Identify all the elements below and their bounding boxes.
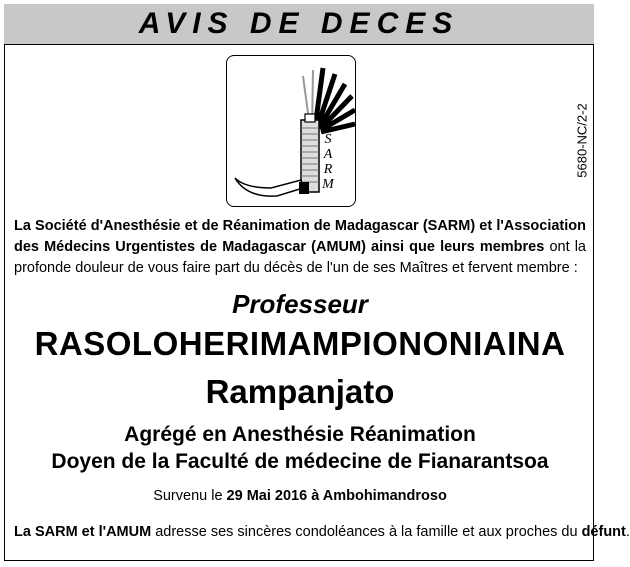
notice-title: AVIS DE DECES — [138, 7, 460, 40]
closing-senders: La SARM et l'AMUM — [14, 524, 152, 540]
logo-letters — [318, 132, 338, 192]
intro-text: ont la profonde douleur de vous faire part du décès de l'un de ses Maîtres et fervent membre : — [14, 239, 586, 276]
death-date-place: 29 Mai 2016 à Ambohimandroso — [226, 488, 447, 504]
closing-text: adresse ses sincères condoléances à la famille et aux proches du — [151, 524, 582, 540]
logo-letter-m: M — [322, 177, 334, 192]
intro-bold: La Société d'Anesthésie et de Réanimation de Madagascar (SARM) et l'Association des Médecins Urgentistes de Madagascar (AMUM) ainsi que leurs membres — [14, 218, 586, 255]
notice-header — [4, 4, 594, 45]
death-notice — [0, 488, 600, 504]
reference-code — [575, 95, 589, 185]
closing-period: . — [625, 524, 630, 540]
logo-letter-r: R — [323, 162, 333, 177]
deceased-firstname: Rampanjato — [205, 373, 395, 410]
deceased-title-2: Doyen de la Faculté de médecine de Fianarantsoa — [51, 450, 549, 473]
logo-letter-a: A — [323, 147, 333, 162]
deceased-surname: RASOLOHERIMAMPIONONIAINA — [34, 325, 566, 362]
honorific: Professeur — [232, 289, 368, 319]
intro-paragraph — [14, 216, 586, 279]
closing-defunt: défunt — [581, 524, 626, 540]
closing-line — [14, 524, 630, 540]
reference-text: 5680-NC/2-2 — [574, 102, 590, 178]
deceased-title-1: Agrégé en Anesthésie Réanimation — [124, 423, 476, 446]
logo-letter-s: S — [324, 132, 332, 147]
death-prefix: Survenu le — [153, 488, 227, 504]
